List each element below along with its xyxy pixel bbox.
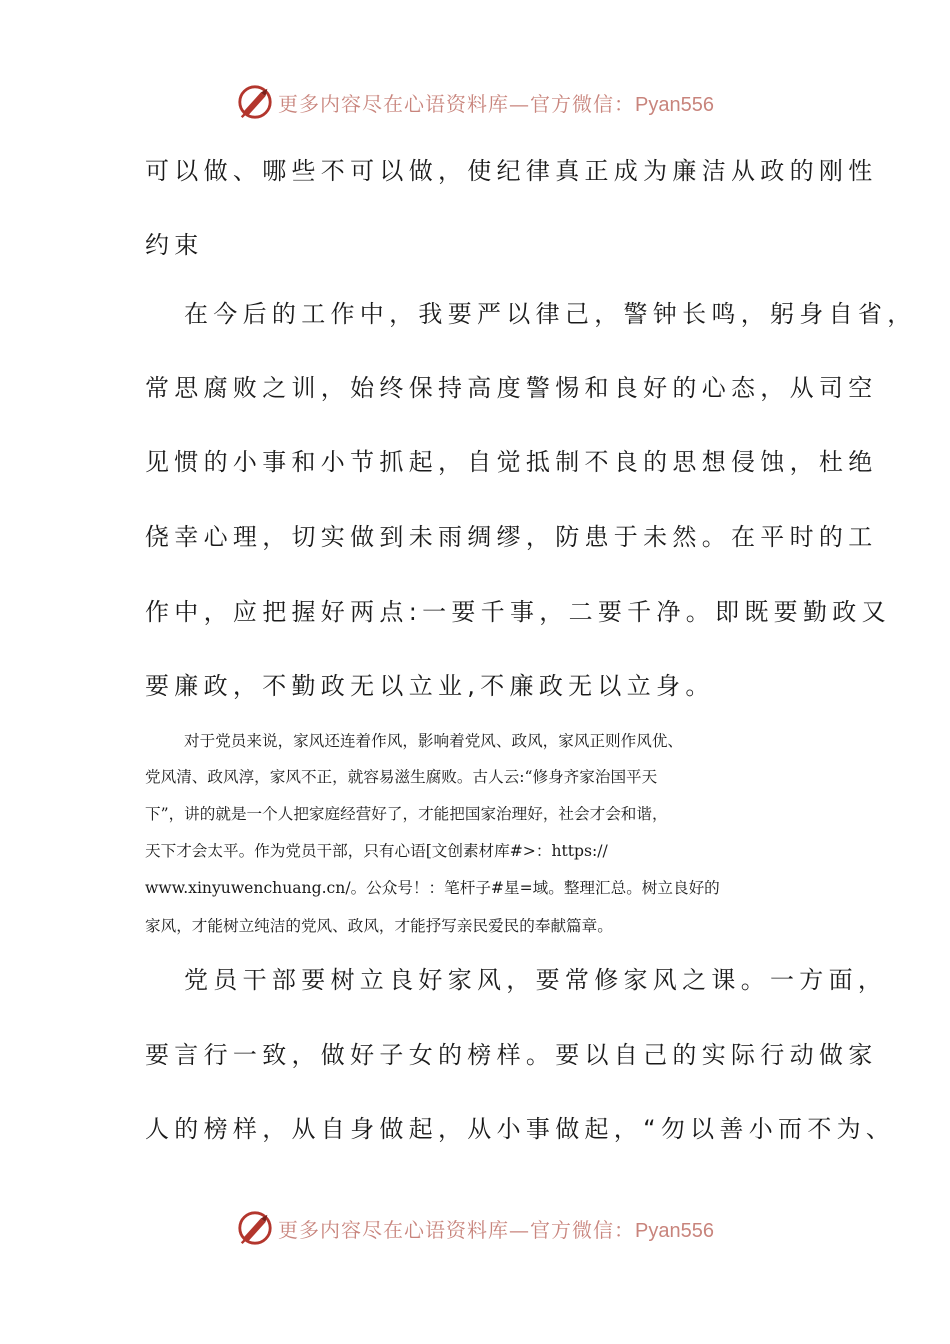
footer-wechat-id: Pyan556 [635, 1219, 714, 1242]
small-paragraph-line: 家风，才能树立纯洁的党风、政风，才能抒写亲民爱民的奉献篇章。 [145, 917, 613, 935]
body-line: 作中，应把握好两点:一要千事，二要千净。即既要勤政又 [145, 598, 891, 626]
body-line: 可以做、哪些不可以做，使纪律真正成为廉洁从政的刚性 [145, 157, 878, 185]
small-paragraph-line: 天下才会太平。作为党员干部，只有心语[文创素材库#>：https:// [145, 842, 608, 860]
body-line: 侥幸心理，切实做到未雨绸缪，防患于未然。在平时的工 [145, 523, 878, 551]
small-paragraph-line: www.xinyuwenchuang.cn/。公众号！：笔杆子#星=域。整理汇总。树立良好的 [145, 879, 720, 897]
body-line: 人的榜样，从自身做起，从小事做起，“勿以善小而不为、 [145, 1115, 896, 1143]
body-line: 见惯的小事和小节抓起，自觉抵制不良的思想侵蚀，杜绝 [145, 448, 878, 476]
small-paragraph-line: 党风清、政风淳，家风不正，就容易滋生腐败。古人云:“修身齐家治国平天 [145, 768, 658, 786]
body-line: 在今后的工作中，我要严以律己，警钟长鸣，躬身自省， [184, 300, 917, 328]
pen-logo-icon [236, 1209, 274, 1247]
body-line: 党员干部要树立良好家风，要常修家风之课。一方面， [184, 966, 888, 994]
body-line: 常思腐败之训，始终保持高度警惕和良好的心态，从司空 [145, 374, 878, 402]
small-paragraph-line: 对于党员来说，家风还连着作风，影响着党风、政风，家风正则作风优、 [184, 732, 684, 750]
pen-logo-icon [236, 83, 274, 121]
header-banner [0, 82, 950, 122]
footer-banner-text: 更多内容尽在心语资料库—官方微信：Pyan556 [278, 1217, 714, 1242]
body-line: 约束 [145, 231, 204, 259]
header-banner-text: 更多内容尽在心语资料库—官方微信：Pyan556 [278, 91, 714, 116]
small-paragraph-line: 下”，讲的就是一个人把家庭经营好了，才能把国家治理好，社会才会和谐， [145, 805, 668, 823]
body-line: 要廉政，不勤政无以立业,不廉政无以立身。 [145, 672, 715, 700]
footer-banner [0, 1208, 950, 1248]
header-wechat-id: Pyan556 [635, 93, 714, 116]
body-line: 要言行一致，做好子女的榜样。要以自己的实际行动做家 [145, 1041, 878, 1069]
